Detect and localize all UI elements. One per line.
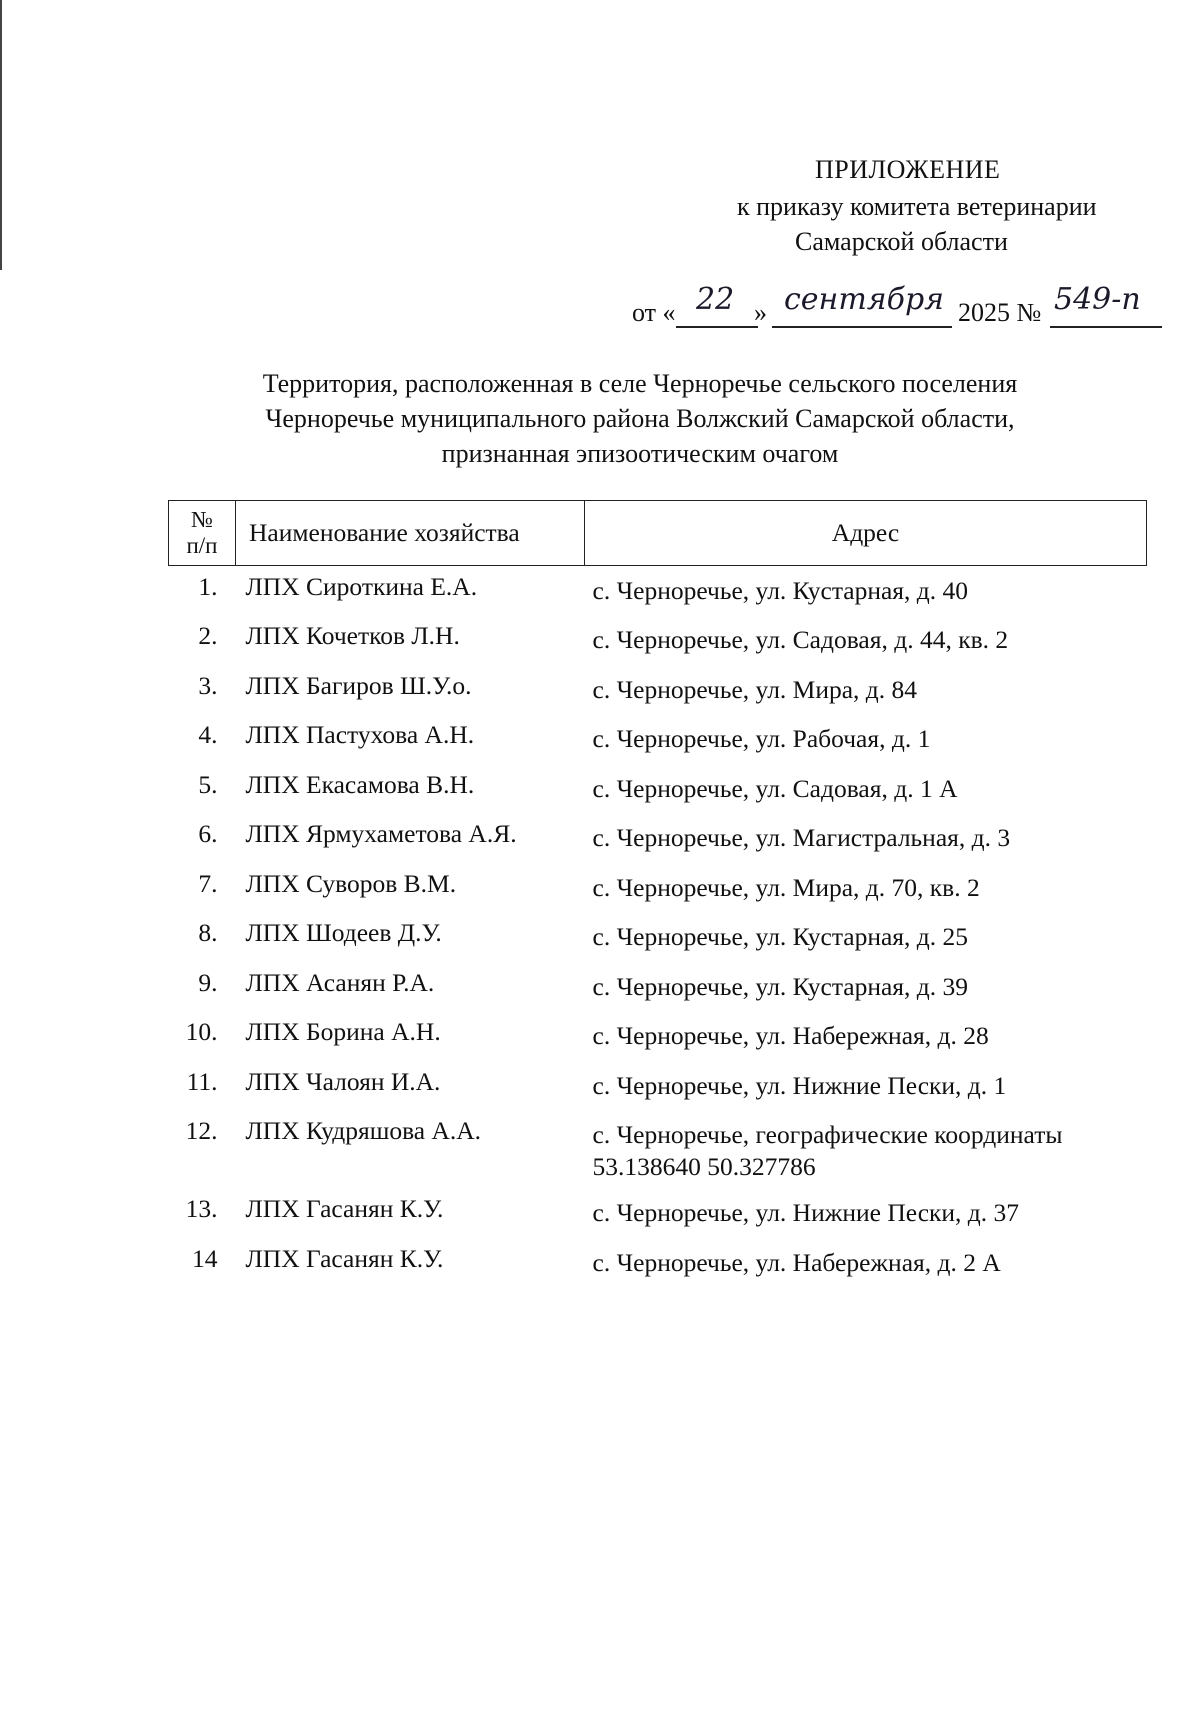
number-abbrev: п/п — [186, 533, 218, 558]
farm-name: ЛПХ Сироткина Е.А. — [245, 572, 478, 601]
row-number: 3. — [198, 670, 218, 700]
table-row — [169, 566, 1147, 616]
farm-address — [585, 566, 1147, 616]
row-number: 5. — [198, 769, 218, 799]
table-row — [169, 1110, 1147, 1188]
row-number: 11. — [186, 1066, 218, 1096]
farm-name: ЛПХ Шодеев Д.У. — [245, 918, 442, 947]
row-number: 14 — [192, 1243, 218, 1273]
table-body — [169, 566, 1147, 1288]
table-row — [169, 615, 1147, 665]
appendix-reference-line: к приказу комитета ветеринарии — [737, 192, 1097, 221]
row-number: 8. — [198, 918, 218, 947]
scan-edge — [0, 0, 2, 270]
farm-address — [585, 1188, 1147, 1238]
farm-address — [585, 714, 1147, 764]
farm-address — [585, 1061, 1147, 1111]
farm-address — [585, 615, 1147, 665]
row-number: 1. — [198, 572, 218, 601]
address-coordinates-line: 53.138640 50.327786 — [592, 1152, 816, 1181]
row-number: 9. — [198, 967, 218, 997]
farm-address — [585, 665, 1147, 715]
farm-name: ЛПХ Чалоян И.А. — [245, 1066, 441, 1096]
farm-name: ЛПХ Пастухова А.Н. — [245, 720, 475, 749]
address-line: с. Черноречье, ул. Кустарная, д. 39 — [592, 971, 969, 1001]
farm-address — [585, 912, 1147, 962]
table-row — [169, 665, 1147, 715]
row-number: 2. — [198, 621, 218, 650]
farm-name: ЛПХ Асанян Р.А. — [245, 967, 435, 997]
farm-name: ЛПХ Багиров Ш.У.о. — [245, 670, 472, 700]
address-line: с. Черноречье, ул. Набережная, д. 2 А — [592, 1247, 1001, 1277]
table-row — [169, 912, 1147, 962]
farm-name: ЛПХ Екасамова В.Н. — [245, 769, 475, 799]
order-day-handwritten: 22 — [696, 282, 735, 317]
order-year: 2025 № — [958, 298, 1042, 327]
farm-address — [585, 1238, 1147, 1288]
farm-name: ЛПХ Гасанян К.У. — [245, 1194, 444, 1223]
title-line-1: Территория, расположенная в селе Черноречье сельского поселения — [262, 369, 1018, 398]
farm-address — [585, 1110, 1147, 1188]
title-line-3: признанная эпизоотическим очагом — [441, 439, 839, 468]
farm-address — [585, 1011, 1147, 1061]
order-quote-close: » — [754, 298, 767, 327]
order-number-handwritten: 549-п — [1054, 282, 1141, 317]
order-prefix: от « — [632, 298, 676, 327]
row-number: 13. — [185, 1194, 218, 1223]
address-line: с. Черноречье, ул. Набережная, д. 28 — [592, 1021, 989, 1050]
table-row — [169, 863, 1147, 913]
document-title — [180, 366, 1100, 471]
table-row — [169, 1011, 1147, 1061]
farm-name: ЛПХ Ярмухаметова А.Я. — [245, 819, 517, 848]
farm-address — [585, 962, 1147, 1012]
column-header-number — [169, 501, 236, 566]
farm-name: ЛПХ Кочетков Л.Н. — [245, 621, 460, 650]
farm-address — [585, 813, 1147, 863]
address-line: с. Черноречье, географические координаты — [592, 1120, 1063, 1149]
table-row — [169, 813, 1147, 863]
order-month-handwritten: сентября — [784, 282, 945, 317]
column-header-farm-name: Наименование хозяйства — [236, 501, 585, 566]
farm-name: ЛПХ Кудряшова А.А. — [245, 1116, 482, 1145]
address-line: с. Черноречье, ул. Мира, д. 70, кв. 2 — [592, 872, 980, 902]
farm-address — [585, 863, 1147, 913]
number-sign: № — [191, 507, 213, 532]
order-month-underline — [772, 326, 952, 328]
row-number: 4. — [198, 720, 218, 749]
title-line-2: Черноречье муниципального района Волжский Самарской области, — [265, 404, 1015, 433]
row-number: 7. — [198, 868, 218, 898]
address-line: с. Черноречье, ул. Мира, д. 84 — [592, 674, 918, 704]
row-number: 12. — [185, 1116, 218, 1145]
farm-address — [585, 764, 1147, 814]
row-number: 6. — [198, 819, 218, 848]
address-line: с. Черноречье, ул. Рабочая, д. 1 — [592, 724, 931, 753]
farm-name: ЛПХ Борина А.Н. — [245, 1017, 441, 1046]
farm-name: ЛПХ Суворов В.М. — [245, 868, 457, 898]
order-day-underline — [676, 326, 758, 328]
farm-name: ЛПХ Гасанян К.У. — [245, 1243, 444, 1273]
address-line: с. Черноречье, ул. Садовая, д. 1 А — [592, 773, 958, 803]
table-row — [169, 1061, 1147, 1111]
address-line: с. Черноречье, ул. Нижние Пески, д. 37 — [592, 1198, 1020, 1227]
table-header-row — [169, 501, 1147, 566]
table-row — [169, 1238, 1147, 1288]
order-number-underline — [1050, 326, 1162, 328]
address-line: с. Черноречье, ул. Магистральная, д. 3 — [592, 823, 1011, 852]
address-line: с. Черноречье, ул. Нижние Пески, д. 1 — [592, 1070, 1007, 1100]
address-line: с. Черноречье, ул. Садовая, д. 44, кв. 2 — [592, 625, 1009, 654]
row-number: 10. — [185, 1017, 218, 1046]
farms-table — [168, 500, 1147, 1287]
order-date-number-line — [632, 282, 1172, 332]
table-row — [169, 764, 1147, 814]
table-row — [169, 962, 1147, 1012]
table-row — [169, 1188, 1147, 1238]
address-line: с. Черноречье, ул. Кустарная, д. 40 — [592, 576, 969, 605]
address-line: с. Черноречье, ул. Кустарная, д. 25 — [592, 922, 969, 951]
appendix-region-line: Самарской области — [795, 227, 1008, 256]
table-row — [169, 714, 1147, 764]
column-header-address: Адрес — [585, 501, 1147, 566]
appendix-title: ПРИЛОЖЕНИЕ — [815, 155, 1001, 184]
